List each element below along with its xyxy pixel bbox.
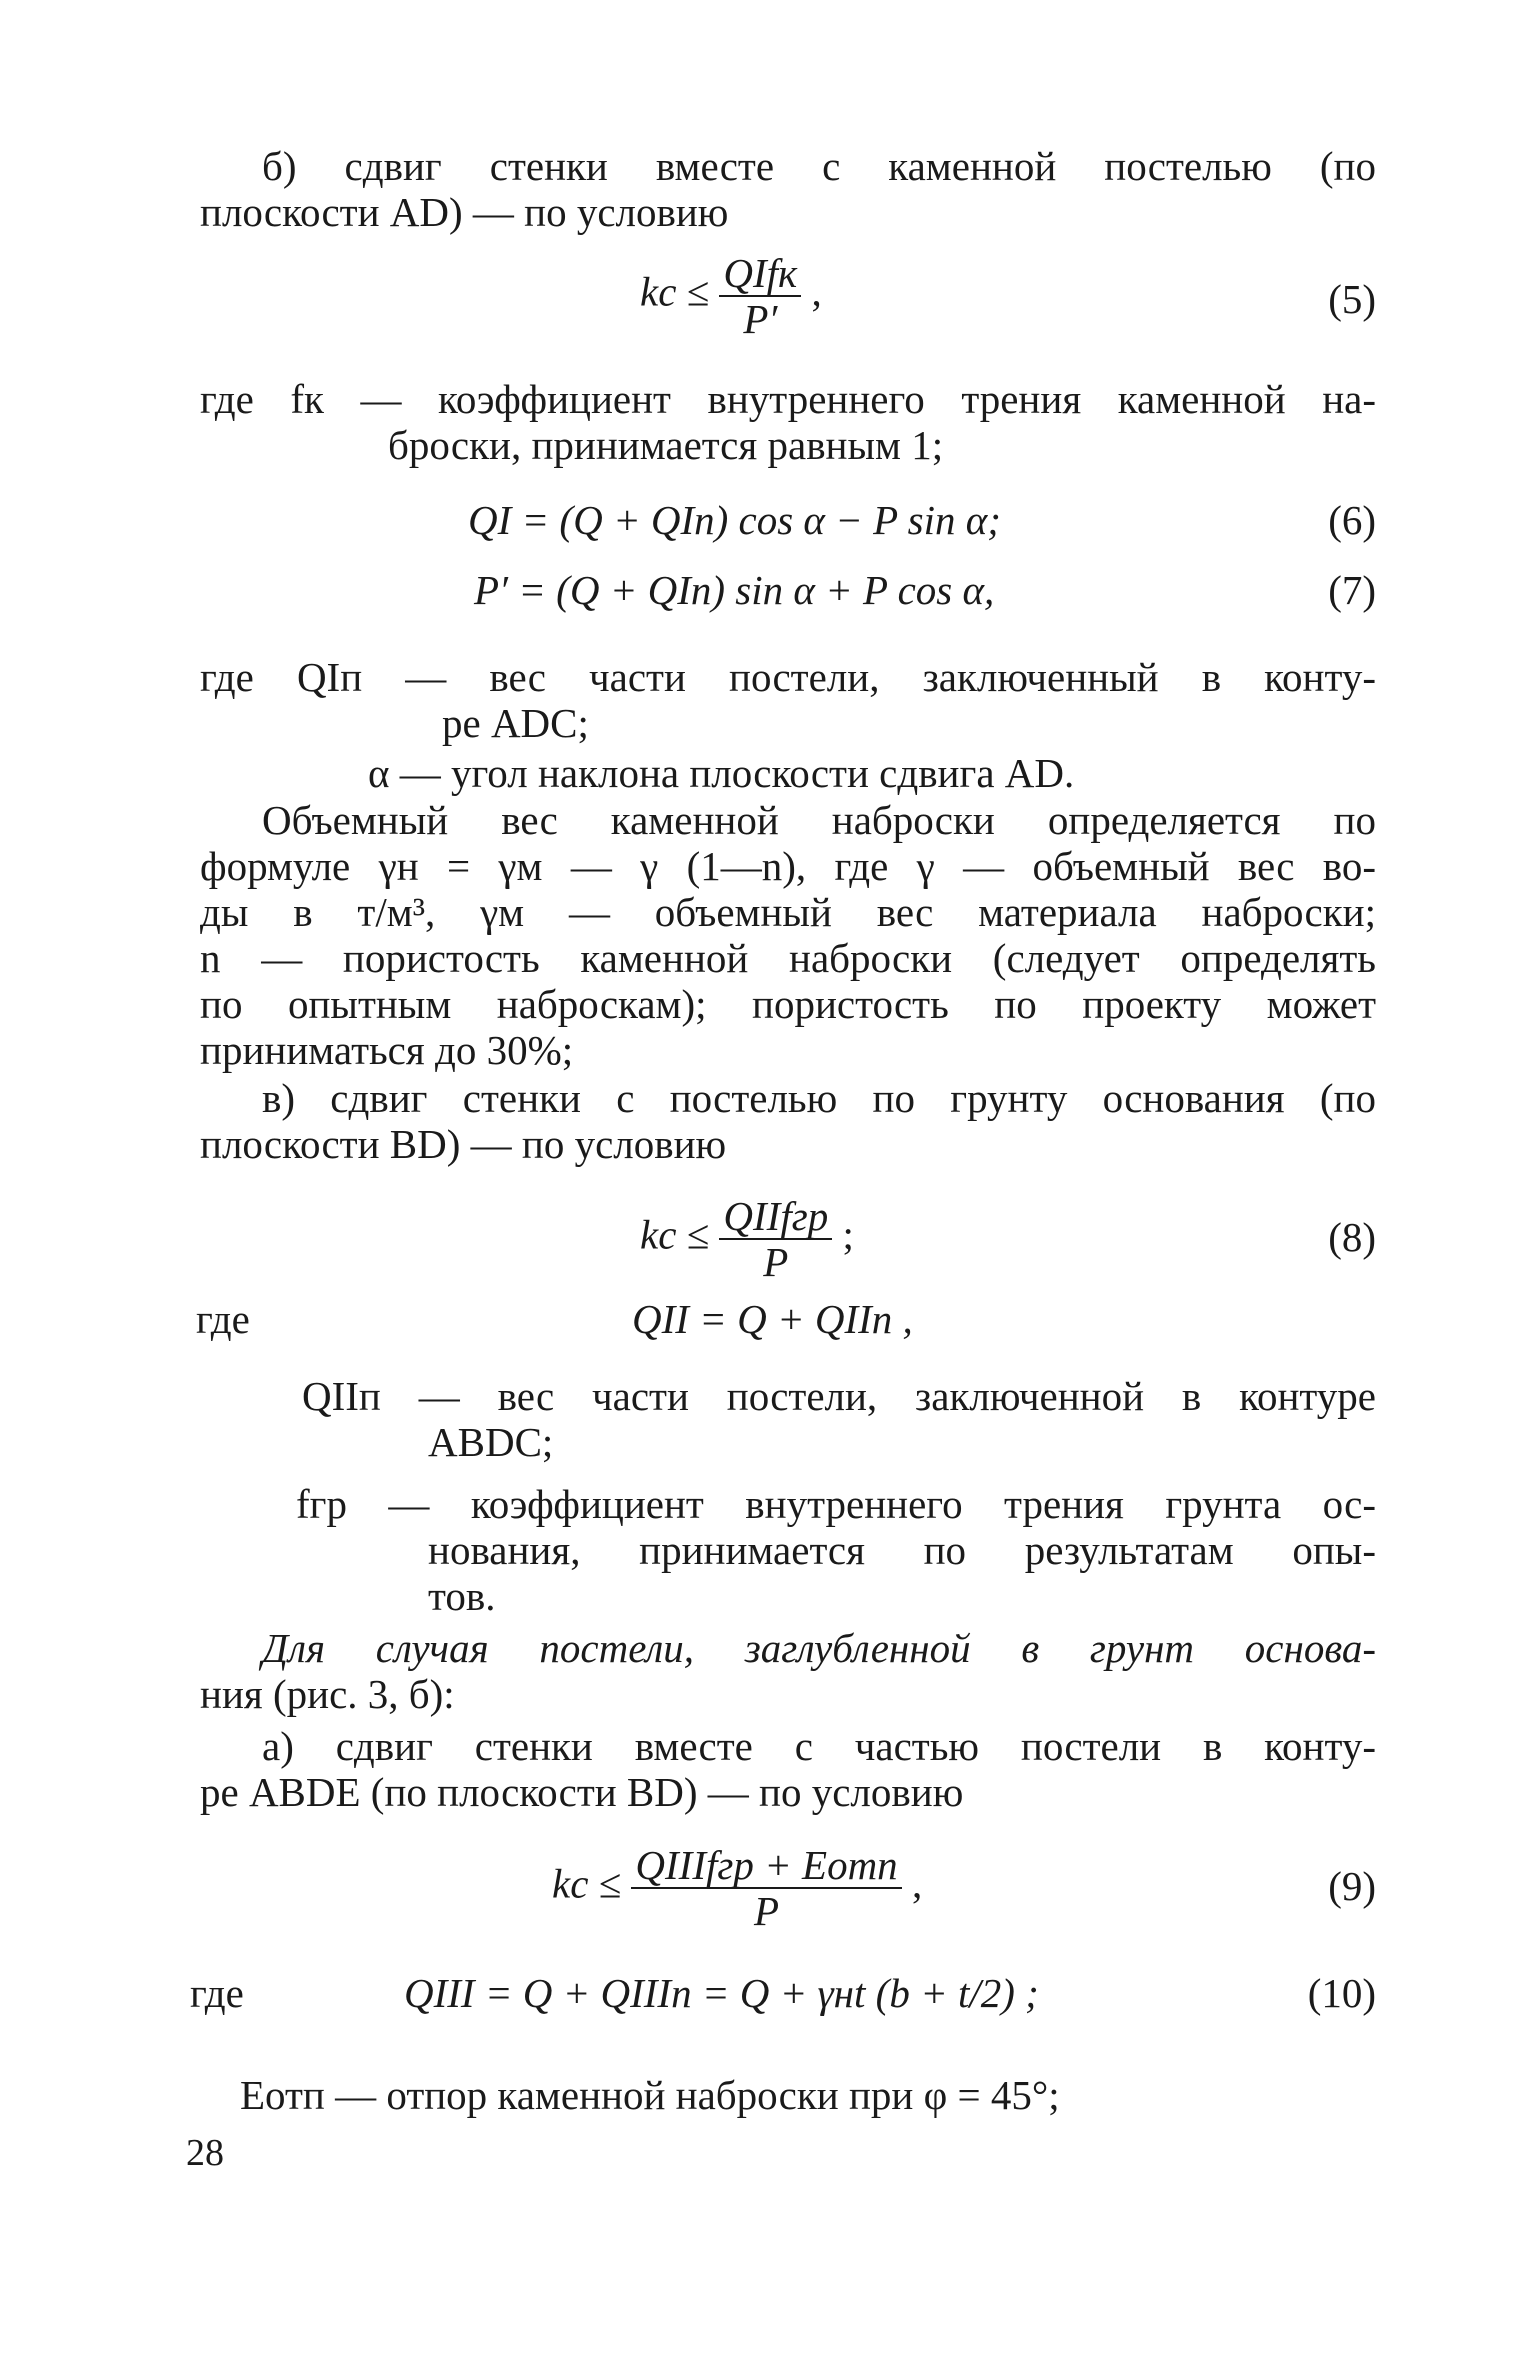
where-fgr-line-1: fгр — коэффициент внутреннего трения грунта ос-: [296, 1481, 1376, 1527]
equation-8: [640, 1193, 854, 1285]
paragraph-case-line-1: Для случая постели, заглубленной в грунт основа-: [262, 1625, 1376, 1671]
eq5-fraction: [719, 250, 801, 342]
equation-8-number: (8): [1328, 1214, 1376, 1260]
paragraph-weight-line-1: Объемный вес каменной наброски определяется по: [262, 797, 1376, 843]
paragraph-v-line-1: в) сдвиг стенки с постелью по грунту основания (по: [262, 1075, 1376, 1121]
where-fgr-line-3: тов.: [428, 1573, 496, 1619]
paragraph-b-line-1: б) сдвиг стенки вместе с каменной постелью (по: [262, 143, 1376, 189]
equation-5-number: (5): [1328, 276, 1376, 322]
where-fk-line-2: броски, принимается равным 1;: [388, 422, 944, 468]
eq9-lhs: kс ≤: [552, 1860, 622, 1907]
where-qip-line-1: где QIп — вес части постели, заключенный в конту-: [200, 654, 1376, 700]
paragraph-weight-line-6: приниматься до 30%;: [200, 1027, 574, 1073]
eq8-numerator: QIIfгр: [719, 1196, 832, 1240]
eq9-denominator: P: [754, 1888, 780, 1934]
paragraph-a-line-2: ре ABDE (по плоскости BD) — по условию: [200, 1769, 964, 1815]
eq8-tail: ;: [842, 1211, 854, 1258]
eq9-tail: ,: [911, 1860, 923, 1907]
where-qiip-line-2: ABDC;: [428, 1419, 554, 1465]
where-qip-line-2: ре ADC;: [442, 700, 589, 746]
equation-10: QIII = Q + QIIIп = Q + γнt (b + t/2) ;: [404, 1970, 1039, 2016]
where-qii-label: где: [196, 1296, 250, 1342]
equation-7: P′ = (Q + QIп) sin α + P cos α,: [474, 567, 995, 613]
equation-7-number: (7): [1328, 567, 1376, 613]
eq5-lhs: kс ≤: [640, 268, 710, 315]
paragraph-weight-line-4: n — пористость каменной наброски (следует определять: [200, 935, 1376, 981]
where-alpha: α — угол наклона плоскости сдвига AD.: [368, 750, 1075, 796]
equation-10-number: (10): [1307, 1970, 1376, 2016]
where-qiip-line-1: QIIп — вес части постели, заключенной в контуре: [302, 1373, 1376, 1419]
eq8-fraction: [719, 1193, 832, 1285]
eq8-lhs: kс ≤: [640, 1211, 710, 1258]
equation-9: [552, 1842, 923, 1934]
eq5-tail: ,: [811, 268, 822, 315]
paragraph-case-line-2: ния (рис. 3, б):: [200, 1671, 455, 1717]
paragraph-weight-line-3: ды в т/м³, γм — объемный вес материала наброски;: [200, 889, 1376, 935]
eq9-numerator: QIIIfгр + Eотп: [631, 1845, 901, 1889]
equation-9-number: (9): [1328, 1863, 1376, 1909]
eq5-numerator: QIfк: [719, 253, 801, 297]
paragraph-weight-line-5: по опытным наброскам); пористость по проекту может: [200, 981, 1376, 1027]
paragraph-v-line-2: плоскости BD) — по условию: [200, 1121, 727, 1167]
equation-5: [640, 250, 822, 342]
equation-6-number: (6): [1328, 497, 1376, 543]
eq5-denominator: P′: [743, 296, 778, 342]
paragraph-weight-line-2: формуле γн = γм — γ (1—n), где γ — объемный вес во-: [200, 843, 1376, 889]
eq8-denominator: P: [763, 1239, 789, 1285]
page-number: 28: [186, 2132, 224, 2174]
where-fgr-line-2: нования, принимается по результатам опы-: [428, 1527, 1376, 1573]
equation-10-label: где: [190, 1970, 244, 2016]
where-eotp: Eотп — отпор каменной наброски при φ = 45°;: [240, 2072, 1060, 2118]
eq9-fraction: [631, 1842, 901, 1934]
equation-qii: QII = Q + QIIп ,: [632, 1296, 913, 1342]
where-fk-line-1: где fк — коэффициент внутреннего трения каменной на-: [200, 376, 1376, 422]
paragraph-a-line-1: а) сдвиг стенки вместе с частью постели в конту-: [262, 1723, 1376, 1769]
equation-6: QI = (Q + QIп) cos α − P sin α;: [468, 497, 1001, 543]
paragraph-b-line-2: плоскости AD) — по условию: [200, 189, 729, 235]
